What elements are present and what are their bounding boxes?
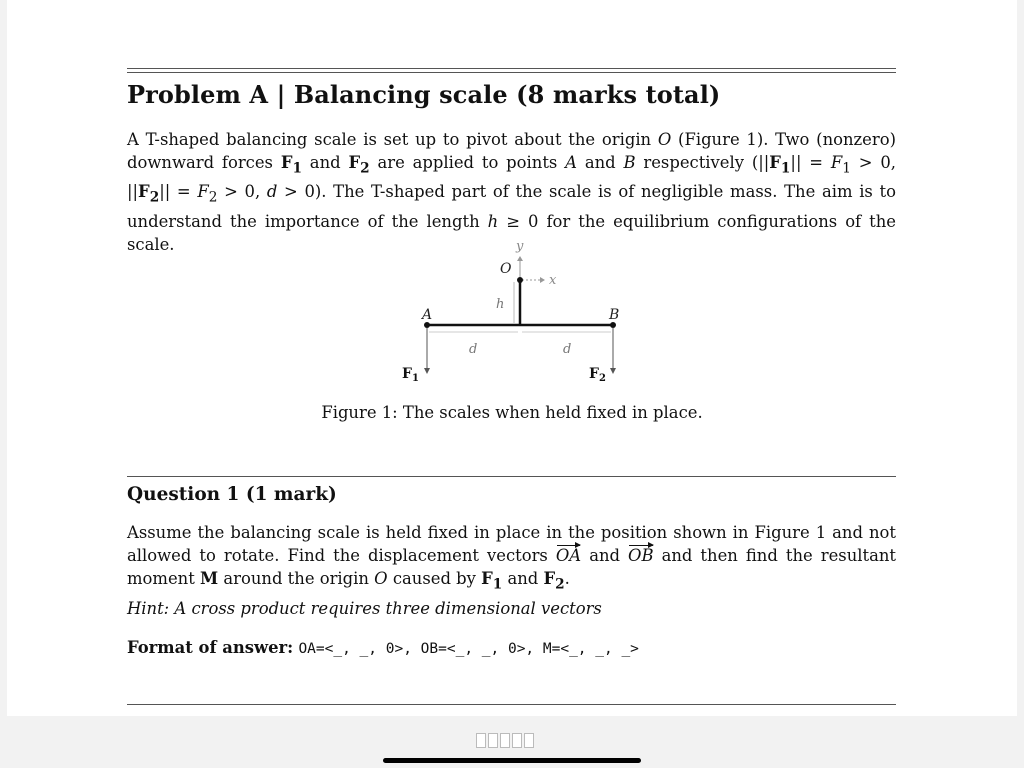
vector-oa: OA [555, 546, 582, 565]
label-f1: $F_1$ [402, 366, 419, 384]
page-thumbnail[interactable] [524, 733, 534, 748]
page-thumbnail[interactable] [500, 733, 510, 748]
question-separator-rule [127, 476, 896, 477]
top-rule-lower [127, 72, 896, 73]
top-rule-upper [127, 68, 896, 69]
page-thumbnail[interactable] [488, 733, 498, 748]
label-y: y [516, 239, 524, 254]
label-d-right: d [563, 342, 572, 357]
answer-format-value: OA=<_, _, 0>, OB=<_, _, 0>, M=<_, _, _> [298, 641, 639, 657]
bottom-rule [127, 704, 896, 705]
y-axis-arrow-icon [517, 256, 523, 261]
label-a: A [422, 307, 433, 323]
force-f2-arrow-icon [610, 368, 616, 374]
x-axis-arrow-icon [540, 277, 545, 283]
page-thumbnail[interactable] [512, 733, 522, 748]
answer-format-label: Format of answer: [127, 638, 294, 657]
question-1-heading: Question 1 (1 mark) [127, 484, 337, 505]
figure-caption: Figure 1: The scales when held fixed in place. [321, 403, 703, 422]
vector-ob: OB [628, 546, 654, 565]
force-f1-arrow-icon [424, 368, 430, 374]
label-x: x [549, 273, 557, 288]
label-f2: $F_2$ [589, 366, 606, 384]
label-d-left: d [469, 342, 478, 357]
page-thumbnail[interactable] [476, 733, 486, 748]
problem-title: Problem A | Balancing scale (8 marks total) [127, 80, 721, 109]
scale-figure [380, 232, 644, 388]
question-1-body: Assume the balancing scale is held fixed in place in the position shown in Figure 1 and not allowed to rotate. Find the displacement vectors OA and OB and then find the resultant moment M around the origin O caused by $F_1$ and $F_2$. [127, 523, 896, 593]
answer-format [127, 638, 639, 657]
label-o: O [500, 261, 512, 277]
intro-paragraph: A T-shaped balancing scale is set up to pivot about the origin O (Figure 1). Two (nonzero) downward forces $F_1$ and $F_2$ are applied to points A and B respectively ($||F_1|| = F_1 > 0$, $||F_2|| = F_2 > 0$, d > 0). The T-shaped part of the scale is of negligible mass. The aim is to understand the importance of the length h ≥ 0 for the equilibrium configurations of the scale. [127, 130, 896, 254]
home-indicator[interactable] [383, 758, 641, 763]
label-h: h [496, 297, 505, 312]
hint-text: Hint: A cross product requires three dimensional vectors [127, 599, 602, 618]
label-b: B [609, 307, 620, 323]
